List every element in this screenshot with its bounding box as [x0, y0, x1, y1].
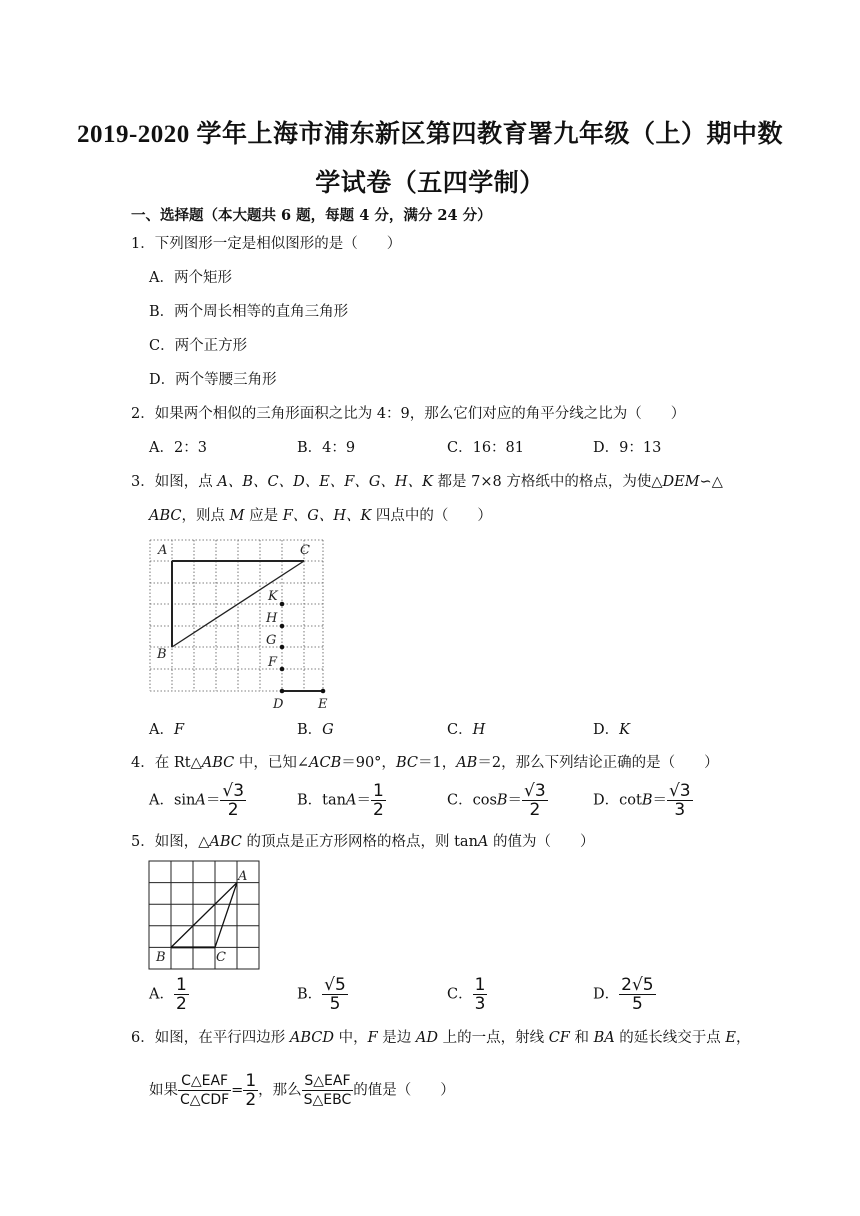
- q5-option-a: [149, 976, 189, 1013]
- q6-stem-part: 和: [569, 1030, 594, 1046]
- numerator: 1: [372, 781, 384, 801]
- q3-label-c: C: [300, 543, 310, 558]
- q5-segment-ac: [215, 883, 237, 948]
- q4-triangle-abc: ABC: [201, 755, 235, 771]
- fraction: [371, 782, 386, 819]
- fraction: [220, 782, 246, 819]
- option-var: A: [345, 792, 357, 809]
- q6-stem-part: 6．如图，在平行四边形: [131, 1030, 290, 1046]
- q5-triangle-abc: ABC: [209, 834, 242, 850]
- q1-option-a: A．两个矩形: [149, 270, 232, 286]
- q4-option-c: [447, 782, 548, 819]
- option-label: B．: [297, 722, 323, 738]
- q3-option-b: [297, 720, 334, 740]
- q5-angle-a: A: [477, 834, 489, 850]
- denominator: 3: [474, 994, 486, 1014]
- denominator: 2: [175, 994, 187, 1014]
- option-label: D．cot: [593, 792, 642, 809]
- section-heading: 一、选择题（本大题共 6 题，每题 4 分，满分 24 分）: [131, 207, 492, 224]
- q6-stem-part: 的延长线交于点: [614, 1030, 726, 1046]
- equals-sign: =: [231, 1082, 244, 1099]
- equals-sign: ＝: [507, 792, 523, 809]
- q2-option-d: D．9：13: [593, 440, 662, 456]
- q2-stem: 2．如果两个相似的三角形面积之比为 4：9，那么它们对应的角平分线之比为（ ）: [131, 406, 686, 422]
- option-label: C．: [447, 722, 473, 738]
- q6-stem-part: 中，: [333, 1030, 368, 1046]
- q3-grid-lines: [150, 540, 323, 691]
- option-value: K: [619, 722, 630, 738]
- q6-line-ba: BA: [593, 1030, 615, 1046]
- denominator: S△EBC: [303, 1092, 352, 1108]
- q4-option-a: [149, 782, 246, 819]
- q5-option-b: [297, 976, 348, 1013]
- q3-stem-part: 应是: [244, 508, 283, 524]
- q3-label-h: H: [266, 611, 278, 626]
- q6-point-e: E: [725, 1030, 737, 1046]
- q1-stem: 1．下列图形一定是相似图形的是（ ）: [131, 236, 402, 252]
- q3-stem-part: ∽△: [699, 474, 723, 490]
- q6-if-text: 如果: [149, 1082, 178, 1099]
- q3-label-b: B: [157, 647, 167, 662]
- q3-label-k: K: [268, 589, 278, 604]
- fraction: [243, 1072, 258, 1109]
- option-var: B: [641, 792, 653, 809]
- q3-label-e: E: [318, 697, 328, 712]
- q3-point-k-dot: [280, 602, 285, 607]
- option-label: C．cos: [447, 792, 497, 809]
- denominator: C△CDF: [180, 1092, 230, 1108]
- q3-stem-part: 四点中的（ ）: [371, 508, 492, 524]
- q4-angle-acb: ACB: [309, 755, 342, 771]
- q3-option-c: [447, 720, 485, 740]
- option-label: A．: [149, 722, 174, 738]
- q2-option-c: C．16：81: [447, 440, 524, 456]
- q3-points-fghk: F、G、H、K: [282, 508, 372, 524]
- denominator: 3: [674, 800, 686, 820]
- q6-stem-part: ，: [736, 1030, 751, 1046]
- fraction: [473, 976, 488, 1013]
- q6-parallelogram: ABCD: [289, 1030, 334, 1046]
- numerator: 1: [175, 975, 187, 995]
- q5-segment-ab: [171, 883, 237, 948]
- q5-stem-part: 的顶点是正方形网格的格点，则 tan: [241, 834, 478, 850]
- q4-stem-part: ＝2，那么下列结论正确的是（ ）: [477, 755, 719, 771]
- paper-title-line2: 学试卷（五四学制）: [315, 170, 545, 197]
- option-label: B．: [297, 986, 323, 1003]
- option-label: C．: [447, 986, 473, 1003]
- q4-stem: [131, 753, 719, 773]
- numerator: √3: [524, 781, 546, 801]
- q3-stem: [131, 472, 723, 492]
- q3-label-d: D: [273, 697, 284, 712]
- fraction: [667, 782, 693, 819]
- q6-tail-text: 的值是（ ）: [353, 1082, 455, 1099]
- q5-label-b: B: [156, 950, 166, 965]
- fraction: [522, 782, 548, 819]
- q4-option-b: [297, 782, 386, 819]
- q5-grid-figure: [148, 860, 262, 972]
- denominator: 2: [529, 800, 541, 820]
- numerator: 2√5: [621, 975, 654, 995]
- q3-stem-part: 3．如图，点: [131, 474, 218, 490]
- q3-option-d: [593, 720, 630, 740]
- option-var: A: [195, 792, 206, 809]
- option-label: A．sin: [149, 792, 196, 809]
- numerator: √5: [324, 975, 346, 995]
- option-var: B: [496, 792, 508, 809]
- q4-stem-part: ＝1，: [417, 755, 457, 771]
- q6-perimeter-ratio: [178, 1072, 231, 1109]
- option-value: F: [173, 722, 185, 738]
- q3-point-d-dot: [280, 689, 285, 694]
- option-value: H: [472, 722, 486, 738]
- q1-option-c: C．两个正方形: [149, 338, 248, 354]
- q3-grid-figure: [140, 536, 340, 714]
- fraction: [322, 976, 348, 1013]
- q5-label-a: A: [238, 869, 248, 884]
- option-value: G: [322, 722, 334, 738]
- denominator: 5: [329, 994, 341, 1014]
- numerator: 1: [474, 975, 486, 995]
- q3-point-h-dot: [280, 624, 285, 629]
- q3-point-f-dot: [280, 667, 285, 672]
- numerator: S△EAF: [302, 1072, 354, 1091]
- q3-triangle-abc: ABC: [149, 508, 182, 524]
- q4-stem-part: 中，已知∠: [234, 755, 309, 771]
- q3-label-a: A: [158, 543, 168, 558]
- q6-stem-part: 是边: [377, 1030, 416, 1046]
- q5-option-d: [593, 976, 656, 1013]
- q6-ray-cf: CF: [548, 1030, 570, 1046]
- q5-stem: [131, 832, 595, 852]
- q3-point-g-dot: [280, 645, 285, 650]
- q3-stem-continued: [149, 506, 492, 526]
- q1-option-b: B．两个周长相等的直角三角形: [149, 304, 349, 320]
- q1-option-d: D．两个等腰三角形: [149, 372, 277, 388]
- q6-condition: [149, 1072, 455, 1109]
- denominator: 2: [227, 800, 239, 820]
- q4-side-ab: AB: [456, 755, 478, 771]
- q4-side-bc: BC: [395, 755, 418, 771]
- q2-option-b: B．4：9: [297, 440, 356, 456]
- fraction: [174, 976, 189, 1013]
- equals-sign: ＝: [356, 792, 371, 809]
- q5-option-c: [447, 976, 487, 1013]
- fraction: [619, 976, 655, 1013]
- q6-side-ad: AD: [415, 1030, 438, 1046]
- q3-label-g: G: [266, 633, 277, 648]
- q3-label-f: F: [268, 655, 278, 670]
- equals-sign: ＝: [652, 792, 667, 809]
- denominator: 2: [372, 800, 384, 820]
- q3-option-a: [149, 720, 184, 740]
- q4-stem-part: ＝90°，: [341, 755, 396, 771]
- q5-stem-part: 5．如图，△: [131, 834, 210, 850]
- q6-stem: [131, 1028, 751, 1048]
- q6-then-text: ，那么: [258, 1082, 302, 1099]
- q4-option-d: [593, 782, 693, 819]
- q5-stem-part: 的值为（ ）: [488, 834, 595, 850]
- q6-area-ratio: [302, 1072, 354, 1109]
- q6-point-f: F: [367, 1030, 378, 1046]
- q3-stem-part: ，则点: [181, 508, 230, 524]
- option-label: B．tan: [297, 792, 346, 809]
- q5-label-c: C: [216, 950, 226, 965]
- denominator: 2: [245, 1090, 257, 1110]
- numerator: 1: [245, 1071, 257, 1091]
- numerator: √3: [668, 781, 691, 801]
- numerator: C△EAF: [178, 1072, 231, 1091]
- q6-stem-part: 上的一点，射线: [437, 1030, 549, 1046]
- numerator: √3: [222, 781, 245, 801]
- q3-point-e-dot: [321, 689, 326, 694]
- q3-point-m: M: [229, 508, 245, 524]
- equals-sign: ＝: [205, 792, 221, 809]
- q3-stem-part: 都是 7×8 方格纸中的格点，为使△: [432, 474, 663, 490]
- option-label: D．: [593, 986, 620, 1003]
- paper-title-line1: 2019-2020 学年上海市浦东新区第四教育署九年级（上）期中数: [76, 121, 784, 148]
- denominator: 5: [631, 994, 643, 1014]
- q3-triangle-dem: DEM: [662, 474, 700, 490]
- q4-stem-part: 4．在 Rt△: [131, 755, 202, 771]
- option-label: A．: [149, 986, 174, 1003]
- q3-points: A、B、C、D、E、F、G、H、K: [217, 474, 433, 490]
- option-label: D．: [593, 722, 620, 738]
- q2-option-a: A．2：3: [149, 440, 207, 456]
